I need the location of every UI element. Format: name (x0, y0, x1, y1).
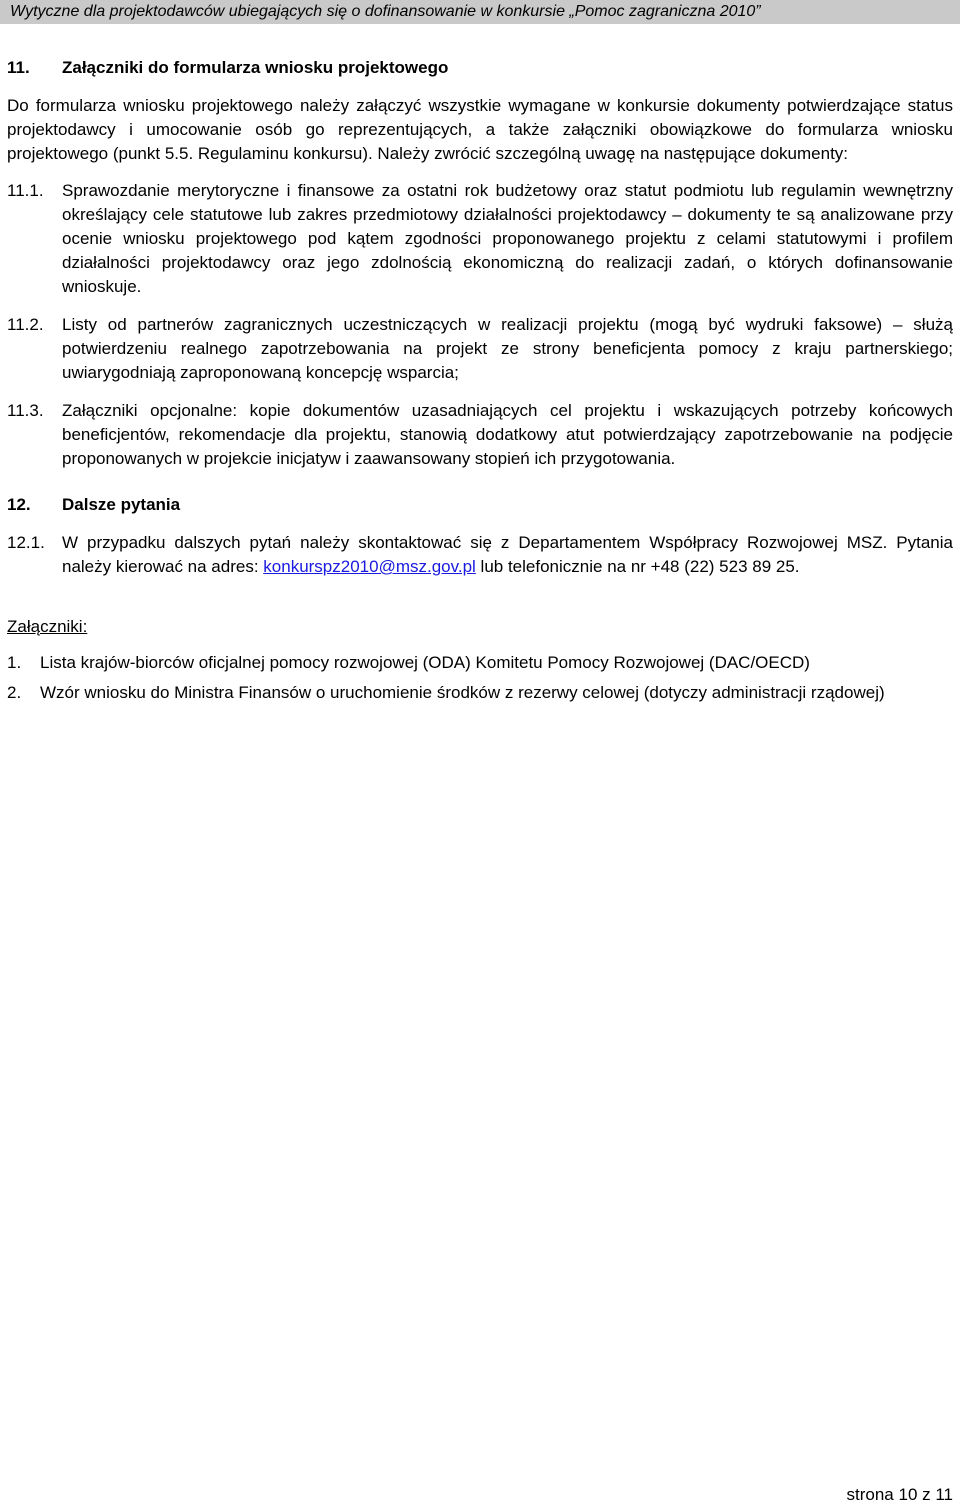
list-item (7, 313, 953, 385)
item-number: 11.2. (7, 315, 44, 334)
attachment-text: Wzór wniosku do Ministra Finansów o uruchomienie środków z rezerwy celowej (dotyczy administracji rządowej) (40, 683, 885, 702)
list-item (7, 179, 953, 299)
attachment-number: 2. (7, 683, 22, 702)
list-item (7, 531, 953, 579)
item-text: Sprawozdanie merytoryczne i finansowe za ostatni rok budżetowy oraz statut podmiotu lub regulamin wewnętrzny określający cele statutowe lub zakres przedmiotowy działalności projektodawcy – dokumenty te są analizowane przy ocenie wniosku projektowego pod kątem zgodności proponowanego projektu z celami statutowymi i profilem działalności projektodawcy oraz jego zdolnością ekonomiczną do realizacji zadań, o których dofinansowanie wnioskuje. (62, 181, 953, 296)
attachment-number: 1. (7, 653, 22, 672)
item-number: 11.3. (7, 401, 44, 420)
item-text (62, 531, 953, 579)
section-11-intro: Do formularza wniosku projektowego należy załączyć wszystkie wymagane w konkursie dokumenty potwierdzające status projektodawcy i umocowanie osób go reprezentujących, a także załączniki obowiązkowe do formularza wniosku projektowego (punkt 5.5. Regulaminu konkursu). Należy zwrócić szczególną uwagę na następujące dokumenty: (7, 96, 953, 163)
section-12-heading (7, 493, 953, 517)
section-number: 12. (7, 495, 31, 514)
item-text: Załączniki opcjonalne: kopie dokumentów uzasadniających cel projektu i wskazujących potrzeby końcowych beneficjentów, rekomendacje dla projektu, stanowią dodatkowy atut potwierdzający zapotrzebowanie na podjęcie proponowanych w projekcie inicjatyw i zaawansowany stopień ich przygotowania. (62, 401, 953, 468)
item-text: Listy od partnerów zagranicznych uczestniczących w realizacji projektu (mogą być wydruki faksowe) – służą potwierdzeniu realnego zapotrzebowania na projekt ze strony beneficjenta pomocy z kraju partnerskiego; uwiarygodniają zaproponowaną koncepcję wsparcia; (62, 315, 953, 382)
item-number: 12.1. (7, 533, 45, 552)
attachment-item (7, 681, 953, 705)
section-title: Załączniki do formularza wniosku projektowego (62, 58, 449, 77)
item-number: 11.1. (7, 181, 44, 200)
email-link[interactable]: konkurspz2010@msz.gov.pl (263, 557, 476, 576)
section-11-heading (7, 56, 953, 80)
attachment-text: Lista krajów-biorców oficjalnej pomocy rozwojowej (ODA) Komitetu Pomocy Rozwojowej (DAC/OECD) (40, 653, 810, 672)
page-number: strona 10 z 11 (846, 1485, 953, 1504)
list-item (7, 399, 953, 471)
section-number: 11. (7, 58, 30, 77)
attachment-item (7, 651, 953, 675)
section-title: Dalsze pytania (62, 495, 181, 514)
document-body (7, 56, 953, 711)
attachments-title: Załączniki: (7, 617, 88, 636)
contact-text-phone: lub telefonicznie na nr +48 (22) 523 89 25. (475, 557, 800, 576)
contact-text: W przypadku dalszych pytań należy skontaktować się z Departamentem Współpracy Rozwojowej MSZ. Pytania należy kierować na adres: (62, 533, 953, 576)
running-header: Wytyczne dla projektodawców ubiegających się o dofinansowanie w konkursie „Pomoc zagraniczna 2010” (0, 0, 960, 24)
